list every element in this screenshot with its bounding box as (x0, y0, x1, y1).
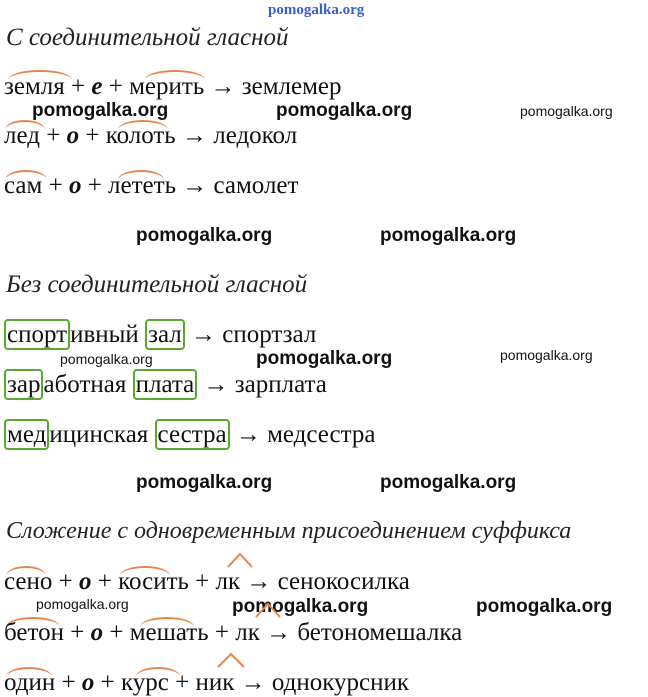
connecting-vowel: е (91, 73, 103, 100)
suffix: лк (235, 619, 260, 646)
word-part: земля (4, 73, 65, 100)
plus-sign: + (63, 619, 91, 646)
watermark: pomogalka.org (476, 596, 613, 617)
plus-sign: + (208, 619, 236, 646)
result-word: самолет (213, 172, 299, 199)
example-line (4, 619, 462, 647)
arrow: → (234, 669, 272, 696)
word-part: один (4, 669, 56, 696)
word-part: лед (4, 122, 40, 149)
suffix: лк (215, 568, 241, 595)
plus-sign: + (55, 669, 82, 696)
connecting-vowel: о (68, 172, 82, 199)
arrow: → (229, 421, 268, 448)
result-word: ледокол (213, 122, 298, 149)
result-word: землемер (241, 73, 342, 100)
result-word: спортзал (222, 321, 317, 348)
example-line (4, 371, 327, 399)
word-part: курс (120, 669, 169, 696)
word-rest: ицинская (49, 421, 149, 448)
watermark: pomogalka.org (36, 596, 129, 612)
example-line (4, 421, 375, 449)
arrow: → (197, 371, 235, 398)
connecting-vowel: о (79, 568, 92, 595)
root-arc (8, 70, 72, 80)
plus-sign: + (103, 619, 130, 646)
plus-sign: + (168, 669, 196, 696)
section-heading-suffix: Сложение с одновременным присоединением суффикса (6, 518, 572, 544)
plus-sign: + (81, 172, 109, 199)
section-heading-compound-vowel: С соединительной гласной (6, 24, 289, 51)
section-heading-no-vowel: Без соединительной гласной (6, 271, 308, 298)
watermark-top: pomogalka.org (268, 2, 365, 18)
result-word: зарплата (234, 371, 327, 398)
plus-sign: + (94, 669, 121, 696)
watermark: pomogalka.org (136, 472, 273, 493)
example-line (4, 568, 410, 596)
boxed-part: мед (4, 419, 49, 450)
result-word: бетономешалка (297, 619, 463, 646)
word-part: косить (118, 568, 189, 595)
watermark: pomogalka.org (32, 100, 169, 121)
arrow: → (259, 619, 298, 646)
space (148, 421, 154, 448)
boxed-part: зар (4, 369, 43, 400)
example-line (4, 669, 409, 697)
word-rest: аботная (43, 371, 127, 398)
space (126, 371, 132, 398)
result-word: сенокосилка (277, 568, 410, 595)
word-part: мешать (129, 619, 209, 646)
word-part: мерить (129, 73, 205, 100)
result-word: однокурсник (271, 669, 410, 696)
watermark: pomogalka.org (136, 225, 273, 246)
word-part: бетон (4, 619, 64, 646)
plus-sign: + (42, 172, 69, 199)
arrow: → (184, 321, 223, 348)
watermark: pomogalka.org (500, 347, 593, 363)
watermark: pomogalka.org (232, 596, 369, 617)
arrow: → (204, 73, 242, 100)
connecting-vowel: о (81, 669, 95, 696)
watermark: pomogalka.org (380, 472, 517, 493)
suffix: ник (195, 669, 235, 696)
example-line (4, 321, 316, 349)
watermark: pomogalka.org (256, 348, 393, 369)
plus-sign: + (102, 73, 130, 100)
root-arc (145, 70, 205, 80)
plus-sign: + (91, 568, 119, 595)
watermark: pomogalka.org (60, 351, 153, 367)
word-part: лететь (108, 172, 176, 199)
connecting-vowel: о (90, 619, 104, 646)
word-part: колоть (105, 122, 176, 149)
word-part: сам (4, 172, 43, 199)
result-word: медсестра (267, 421, 376, 448)
plus-sign: + (39, 122, 67, 149)
word-part: сено (4, 568, 53, 595)
arrow: → (240, 568, 278, 595)
boxed-part: зал (145, 319, 185, 350)
watermark: pomogalka.org (520, 103, 613, 119)
watermark: pomogalka.org (380, 225, 517, 246)
connecting-vowel: о (66, 122, 80, 149)
plus-sign: + (64, 73, 92, 100)
watermark: pomogalka.org (276, 100, 413, 121)
plus-sign: + (188, 568, 216, 595)
plus-sign: + (79, 122, 106, 149)
boxed-part: сестра (155, 419, 230, 450)
word-rest: ивный (70, 321, 139, 348)
boxed-part: спорт (4, 319, 70, 350)
arrow: → (175, 172, 214, 199)
plus-sign: + (52, 568, 79, 595)
boxed-part: плата (133, 369, 198, 400)
arrow: → (175, 122, 214, 149)
